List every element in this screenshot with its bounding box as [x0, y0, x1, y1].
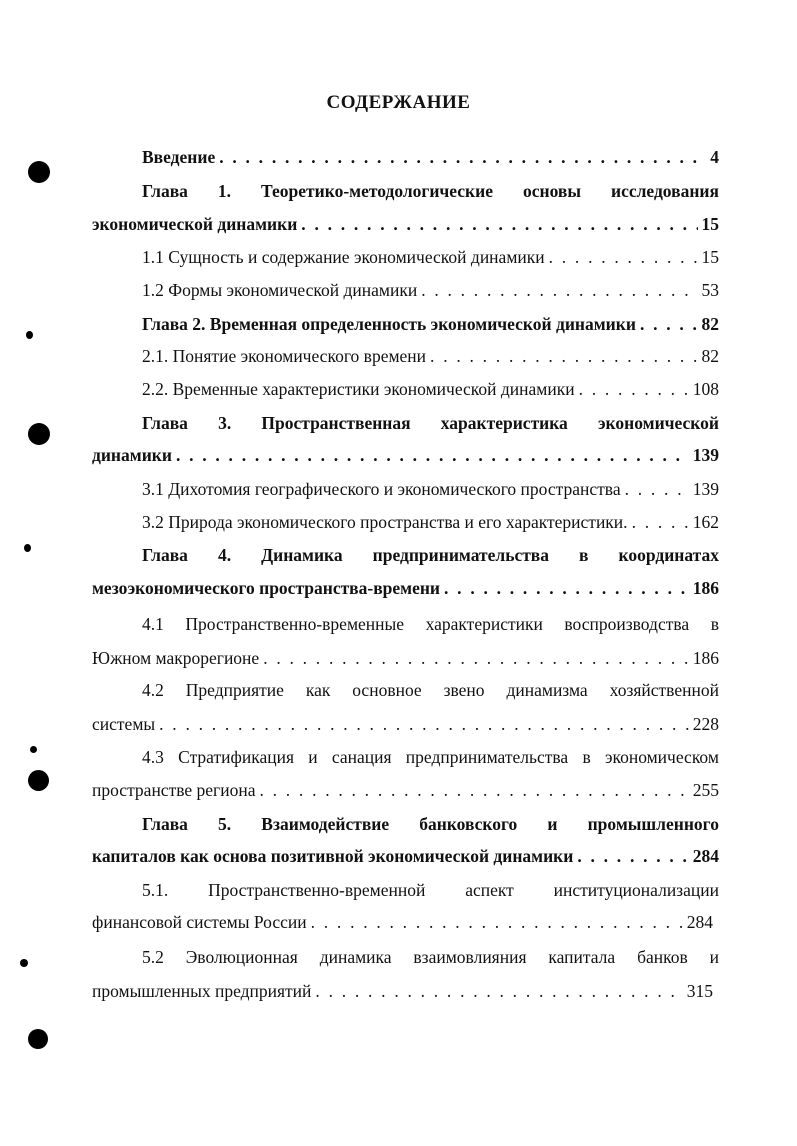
word: и — [308, 747, 318, 767]
toc-section-4-1-line2 — [92, 645, 719, 671]
toc-chapter-4-line2 — [92, 575, 719, 601]
toc-section-4-1-line1 — [142, 611, 719, 637]
scan-mark — [24, 544, 31, 552]
word: в — [710, 614, 719, 634]
word: банков — [637, 947, 688, 967]
toc-section-5-2-line1 — [142, 944, 719, 970]
word: 4.2 — [142, 680, 164, 700]
toc-section-4-3-line2 — [92, 777, 719, 803]
page-title: СОДЕРЖАНИЕ — [326, 92, 471, 113]
word: Теоретико-методологические — [261, 181, 493, 201]
dot-leader — [632, 509, 689, 535]
dot-leader — [444, 575, 689, 601]
toc-entry-text: пространстве региона — [92, 780, 256, 800]
toc-entry-text: финансовой системы России — [92, 912, 307, 932]
toc-page-number: 139 — [692, 445, 719, 465]
toc-page-number: 15 — [701, 247, 719, 267]
word: экономической — [597, 413, 719, 433]
word: Взаимодействие — [261, 814, 390, 834]
word: и — [547, 814, 558, 834]
word: в — [582, 747, 591, 767]
word: динамика — [319, 947, 392, 967]
toc-page-number: 315 — [686, 981, 713, 1001]
toc-section-2-2 — [142, 376, 719, 402]
word: 4.1 — [142, 614, 164, 634]
dot-leader — [421, 277, 697, 303]
toc-chapter-1-line2 — [92, 211, 719, 237]
word: институционализации — [553, 880, 719, 900]
word: промышленного — [587, 814, 719, 834]
dot-leader — [640, 311, 698, 337]
toc-entry-text: капиталов как основа позитивной экономической динамики — [92, 846, 574, 866]
toc-entry-text: промышленных предприятий — [92, 981, 312, 1001]
toc-chapter-4-line1 — [142, 542, 719, 568]
toc-page-number: 255 — [692, 780, 719, 800]
word: хозяйственной — [609, 680, 719, 700]
toc-entry-text: Введение — [142, 147, 216, 167]
toc-chapter-5-line2 — [92, 843, 719, 869]
dot-leader — [315, 978, 682, 1004]
toc-page-number: 284 — [692, 846, 719, 866]
toc-page-number: 228 — [692, 714, 719, 734]
word: и — [709, 947, 719, 967]
word: как — [305, 680, 331, 700]
toc-section-5-1-line1 — [142, 877, 719, 903]
word: Предприятие — [185, 680, 284, 700]
scan-mark — [20, 959, 28, 967]
toc-entry-text: Южном макрорегионе — [92, 648, 260, 668]
toc-section-5-1-line2 — [92, 909, 713, 935]
word: санация — [331, 747, 392, 767]
toc-page-number: 186 — [692, 578, 719, 598]
binder-hole — [28, 423, 50, 445]
dot-leader — [176, 442, 689, 468]
toc-page-number: 82 — [701, 314, 719, 334]
toc-entry-text: 3.1 Дихотомия географического и экономического пространства — [142, 479, 621, 499]
toc-section-2-1 — [142, 343, 719, 369]
toc-entry-text: системы — [92, 714, 156, 734]
toc-section-1-1 — [142, 244, 719, 270]
toc-entry-text: 2.2. Временные характеристики экономической динамики — [142, 379, 575, 399]
word: 4.3 — [142, 747, 164, 767]
dot-leader — [311, 909, 683, 935]
toc-page-number: 82 — [701, 346, 719, 366]
word: характеристики — [425, 614, 543, 634]
toc-section-1-2 — [142, 277, 719, 303]
word: Пространственная — [261, 413, 411, 433]
dot-leader — [577, 843, 688, 869]
word: 4. — [217, 545, 232, 565]
toc-chapter-2 — [142, 311, 719, 337]
toc-entry-text: 1.1 Сущность и содержание экономической динамики — [142, 247, 545, 267]
toc-entry-text: динамики — [92, 445, 172, 465]
word: воспроизводства — [564, 614, 690, 634]
word: аспект — [465, 880, 514, 900]
toc-page-number: 4 — [710, 147, 719, 167]
word: 3. — [218, 413, 232, 433]
toc-page-number: 15 — [701, 214, 719, 234]
dot-leader — [259, 777, 688, 803]
dot-leader — [159, 711, 689, 737]
toc-page-number: 162 — [692, 512, 719, 532]
toc-section-4-2-line2 — [92, 711, 719, 737]
word: 5.2 — [142, 947, 164, 967]
word: банковского — [419, 814, 518, 834]
word: Пространственно-временной — [208, 880, 426, 900]
toc-entry-text: 3.2 Природа экономического пространства и его характеристики. — [142, 512, 628, 532]
toc-section-5-2-line2 — [92, 978, 713, 1004]
dot-leader — [430, 343, 697, 369]
word: капитала — [548, 947, 616, 967]
word: исследования — [610, 181, 719, 201]
word: Эволюционная — [185, 947, 298, 967]
word: взаимовлияния — [413, 947, 527, 967]
word: 5. — [218, 814, 232, 834]
toc-section-4-2-line1 — [142, 677, 719, 703]
word: в — [579, 545, 589, 565]
word: экономическом — [604, 747, 719, 767]
toc-entry-text: экономической динамики — [92, 214, 298, 234]
toc-chapter-3-line1 — [142, 410, 719, 436]
word: Стратификация — [178, 747, 294, 767]
toc-page-number: 186 — [692, 648, 719, 668]
toc-entry-text: мезоэкономического пространства-времени — [92, 578, 441, 598]
toc-entry-text: 2.1. Понятие экономического времени — [142, 346, 427, 366]
scan-mark — [30, 746, 37, 753]
word: предпринимательства — [405, 747, 569, 767]
word: Глава — [142, 545, 188, 565]
word: Глава — [142, 814, 188, 834]
word: звено — [443, 680, 485, 700]
toc-chapter-5-line1 — [142, 811, 719, 837]
toc-entry-text: Глава 2. Временная определенность экономической динамики — [142, 314, 636, 334]
word: Глава — [142, 181, 188, 201]
toc-page-number: 284 — [686, 912, 713, 932]
word: Пространственно-временные — [185, 614, 405, 634]
dot-leader — [301, 211, 697, 237]
dot-leader — [625, 476, 689, 502]
word: основное — [352, 680, 422, 700]
word: предпринимательства — [372, 545, 550, 565]
word: динамизма — [506, 680, 588, 700]
toc-section-4-3-line1 — [142, 744, 719, 770]
binder-hole — [28, 161, 50, 183]
word: 5.1. — [142, 880, 169, 900]
word: 1. — [217, 181, 232, 201]
toc-page-number: 139 — [692, 479, 719, 499]
binder-hole — [28, 770, 49, 791]
word: Глава — [142, 413, 188, 433]
binder-hole — [28, 1029, 48, 1049]
dot-leader — [263, 645, 689, 671]
dot-leader — [579, 376, 689, 402]
word: характеристика — [440, 413, 568, 433]
toc-entry-intro — [142, 144, 719, 170]
scan-mark — [26, 331, 33, 339]
dot-leader — [549, 244, 698, 270]
word: Динамика — [261, 545, 343, 565]
toc-page-number: 53 — [701, 280, 719, 300]
word: основы — [522, 181, 581, 201]
toc-section-3-1 — [142, 476, 719, 502]
dot-leader — [219, 144, 706, 170]
toc-chapter-3-line2 — [92, 442, 719, 468]
toc-page-number: 108 — [692, 379, 719, 399]
word: координатах — [618, 545, 719, 565]
toc-section-3-2 — [142, 509, 719, 535]
toc-entry-text: 1.2 Формы экономической динамики — [142, 280, 418, 300]
toc-chapter-1-line1 — [142, 178, 719, 204]
